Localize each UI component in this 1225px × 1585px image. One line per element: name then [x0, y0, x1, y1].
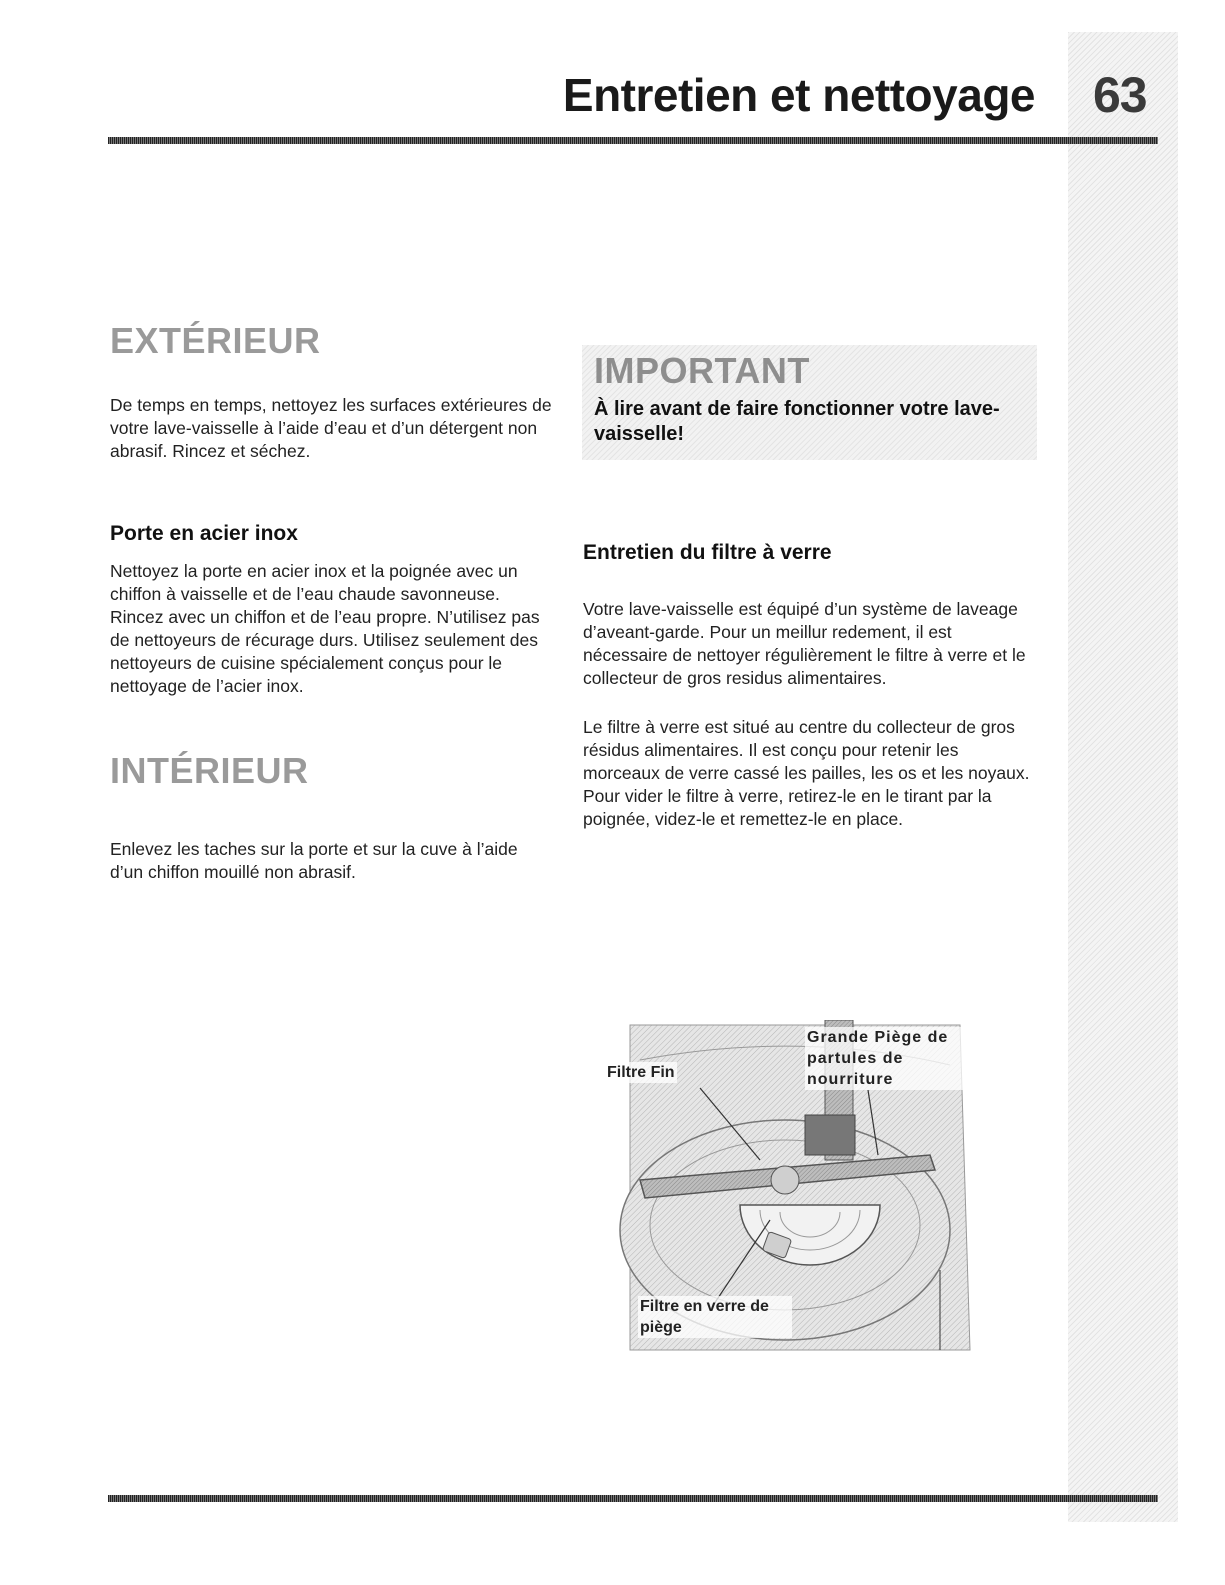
important-text: À lire avant de faire fonctionner votre lave-vaisselle!: [594, 398, 1000, 445]
exterieur-text: De temps en temps, nettoyez les surfaces extérieures de votre lave-vaisselle à l’aide d’eau et d’un détergent non abrasif. Rincez et séchez.: [110, 395, 552, 461]
porte-heading: Porte en acier inox: [110, 522, 298, 545]
interieur-heading: INTÉRIEUR: [110, 750, 309, 791]
filtre-paragraph-1: Votre lave-vaisselle est équipé d’un système de laveage d’aveant-garde. Pour un meillur redement, il est nécessaire de nettoyer régulièrement le filtre à verre et le collecteur de gros residus alimentaires.: [583, 599, 1026, 688]
filtre-heading: Entretien du filtre à verre: [583, 541, 832, 564]
exterieur-heading: EXTÉRIEUR: [110, 320, 321, 361]
label-grand-piege: Grande Piège de partules de nourriture: [805, 1027, 969, 1090]
important-heading: IMPORTANT: [594, 350, 810, 391]
label-filtre-verre: Filtre en verre de piège: [638, 1296, 792, 1338]
important-box: [582, 345, 1037, 460]
filter-illustration: [600, 1020, 980, 1360]
porte-text: Nettoyez la porte en acier inox et la poignée avec un chiffon à vaisselle et de l’eau chaude savonneuse. Rincez avec un chiffon et de l’eau propre. N’utilisez pas de nettoyeurs de récurage durs. Utilisez seulement des nettoyeurs de cuisine spécialement conçus pour le nettoyage de l’acier inox.: [110, 561, 540, 696]
header-rule: [108, 137, 1158, 144]
footer-rule: [108, 1495, 1158, 1502]
interieur-text: Enlevez les taches sur la porte et sur la cuve à l’aide d’un chiffon mouillé non abrasif.: [110, 839, 518, 882]
page-title: Entretien et nettoyage: [562, 69, 1035, 121]
page-number: 63: [1093, 67, 1147, 123]
filtre-paragraph-2: Le filtre à verre est situé au centre du collecteur de gros résidus alimentaires. Il est conçu pour retenir les morceaux de verre cassé les pailles, les os et les noyaux. Pour vider le filtre à verre, retirez-le en le tirant par la poignée, videz-le et remettez-le en place.: [583, 717, 1030, 829]
side-margin-strip: [1068, 32, 1178, 1522]
label-filtre-fin: Filtre Fin: [607, 1064, 675, 1081]
